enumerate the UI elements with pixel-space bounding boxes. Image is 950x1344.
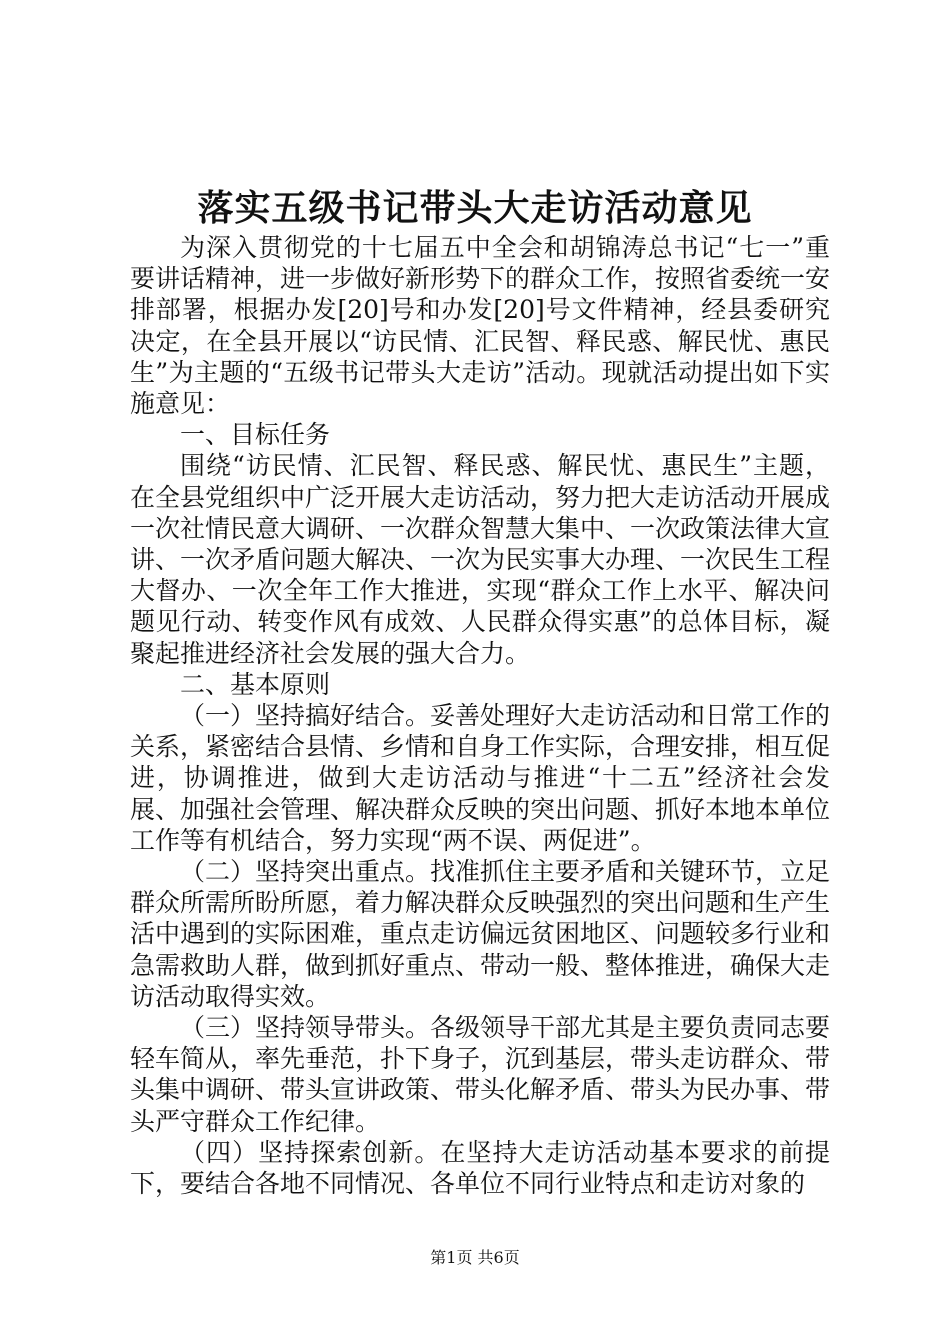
paragraph-goals: 围绕“访民情、汇民智、释民惑、解民忧、惠民生”主题，在全县党组织中广泛开展大走访活动，努力把大走访活动开展成一次社情民意大调研、一次群众智慧大集中、一次政策法律大宣讲、一次矛盾问题大解决、一次为民实事大办理、一次民生工程大督办、一次全年工作大推进，实现“群众工作上水平、解决问题见行动、转变作风有成效、人民群众得实惠”的总体目标，凝聚起推进经济社会发展的强大合力。	[130, 451, 831, 668]
paragraph-principle-2: （二）坚持突出重点。找准抓住主要矛盾和关键环节，立足群众所需所盼所愿，着力解决群众反映强烈的突出问题和生产生活中遇到的实际困难，重点走访偏远贫困地区、问题较多行业和急需救助人群，做到抓好重点、带动一般、整体推进，确保大走访活动取得实效。	[130, 857, 831, 1011]
section-heading-principles: 二、基本原则	[180, 669, 331, 699]
section-heading-goals: 一、目标任务	[180, 420, 331, 450]
document-title: 落实五级书记带头大走访活动意见	[197, 187, 753, 229]
paragraph-principle-1: （一）坚持搞好结合。妥善处理好大走访活动和日常工作的关系，紧密结合县情、乡情和自身工作实际，合理安排，相互促进，协调推进，做到大走访活动与推进“十二五”经济社会发展、加强社会管理、解决群众反映的突出问题、抓好本地本单位工作等有机结合，努力实现“两不误、两促进”。	[130, 701, 831, 855]
page-number-footer: 第1页 共6页	[430, 1248, 520, 1267]
document-body	[130, 232, 830, 1199]
paragraph-principle-4: （四）坚持探索创新。在坚持大走访活动基本要求的前提下，要结合各地不同情况、各单位不同行业特点和走访对象的	[130, 1137, 830, 1199]
paragraph-principle-3: （三）坚持领导带头。各级领导干部尤其是主要负责同志要轻车简从，率先垂范，扑下身子，沉到基层，带头走访群众、带头集中调研、带头宣讲政策、带头化解矛盾、带头为民办事、带头严守群众工作纪律。	[130, 1013, 831, 1136]
paragraph-intro: 为深入贯彻党的十七届五中全会和胡锦涛总书记“七一”重要讲话精神，进一步做好新形势下的群众工作，按照省委统一安排部署，根据办发[20]号和办发[20]号文件精神，经县委研究决定，在全县开展以“访民情、汇民智、释民惑、解民忧、惠民生”为主题的“五级书记带头大走访”活动。现就活动提出如下实施意见：	[130, 233, 831, 419]
